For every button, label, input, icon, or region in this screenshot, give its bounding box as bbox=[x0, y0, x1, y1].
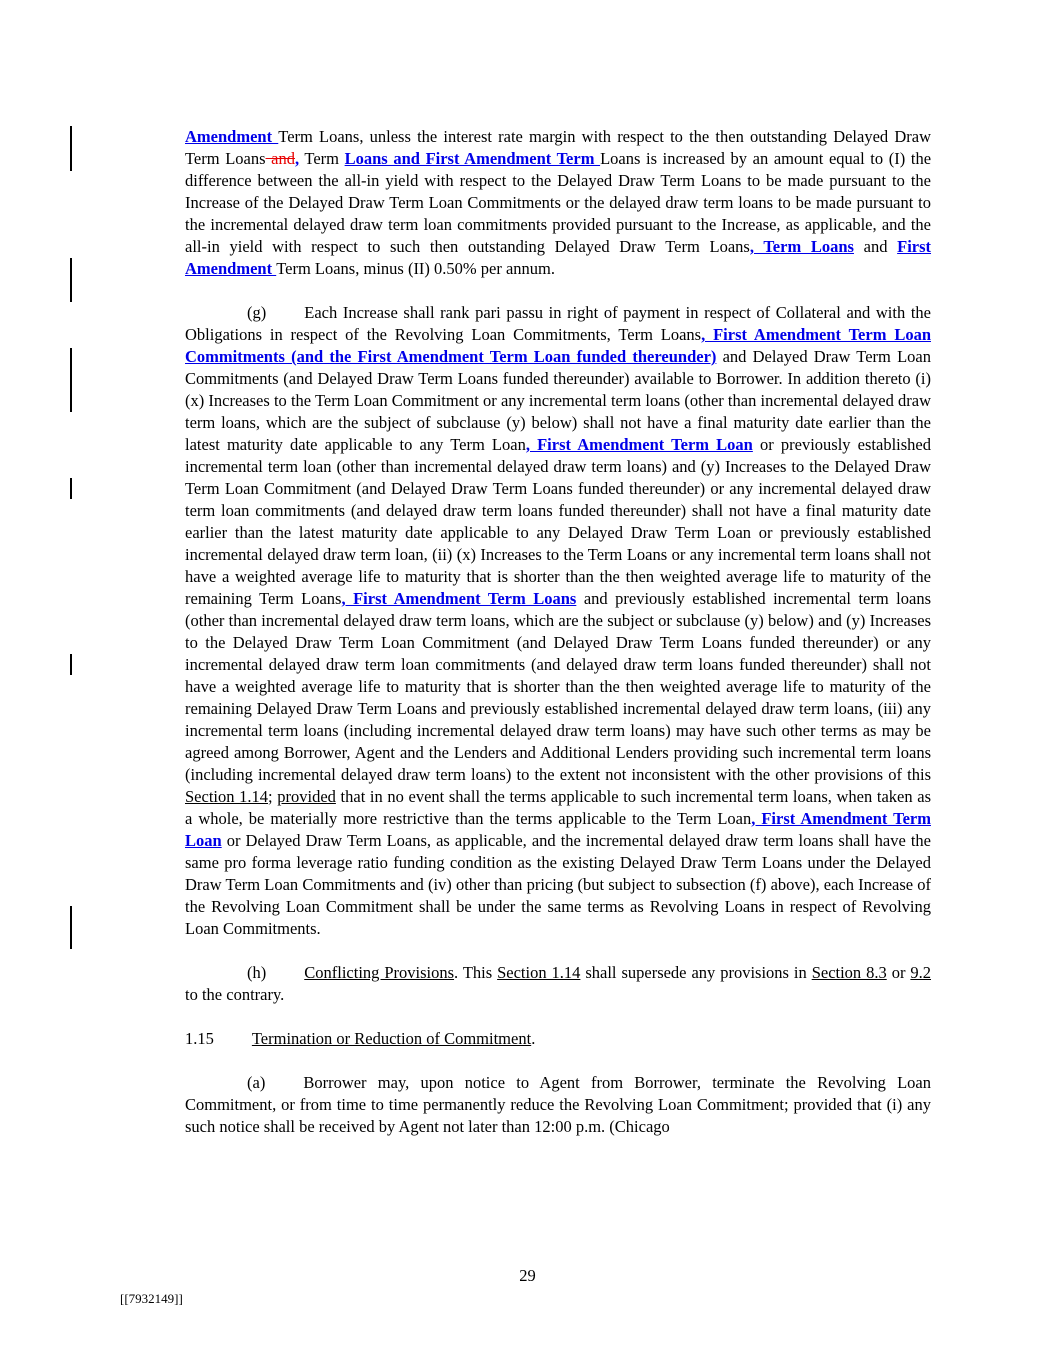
revision-bar bbox=[70, 906, 72, 949]
text-run: (a) bbox=[247, 1073, 266, 1092]
text-run: Loans is increased by an amount equal to (I) the difference between the all-in yield with respect to the Delayed Draw Term Loans to be made pursuant to the Increase of the Delayed Draw Term Loan Commitments or the delayed draw term loans to be made pursuant to the incremental delayed draw term loan commitments provided pursuant to the Increase, as applicable, and the all-in yield with respect to such then outstanding Delayed Draw Term Loans bbox=[185, 149, 932, 256]
text-run: (g) bbox=[247, 303, 267, 322]
text-run: . This bbox=[454, 963, 498, 982]
footer-document-id: [[7932149]] bbox=[120, 1291, 183, 1306]
paragraph-a bbox=[185, 1072, 931, 1138]
inserted-text: Loans and First Amendment Term bbox=[344, 149, 601, 168]
paragraph-h bbox=[185, 962, 931, 1006]
page-number: 29 bbox=[519, 1266, 536, 1285]
underlined-text: provided bbox=[277, 787, 336, 806]
revision-bar bbox=[70, 126, 72, 171]
text-run: and Delayed Draw Term Loan Commitments (and Delayed Draw Term Loans funded thereunder) available to Borrower. In addition thereto (i) (x) Increases to the Term Loan Commitment or any incremental term loans (other than incremental delayed draw term loans, which are the subject of subclause (y) below) shall not have a final maturity date earlier than the latest maturity date applicable to any Term Loan bbox=[185, 347, 931, 454]
underlined-text: Conflicting Provisions bbox=[304, 963, 455, 982]
document-body bbox=[185, 126, 931, 1138]
text-run: to the contrary. bbox=[185, 985, 285, 1004]
text-run: Borrower may, upon notice to Agent from Borrower, terminate the Revolving Loan Commitment, or from time to time permanently reduce the Revolving Loan Commitment; provided that (i) any such notice shall be received by Agent not later than 12:00 p.m. (Chicago bbox=[185, 1073, 931, 1136]
text-run: and previously established incremental term loans (other than incremental delayed draw term loans, which are the subject or subclause (y) below) and (y) Increases to the Delayed Draw Term Loan Commitment (and Delayed Draw Term Loans funded thereunder) or any incremental delayed draw term loan commitments (and delayed draw term loans funded thereunder) shall not have a weighted average life to maturity that is shorter than the then weighted average life to maturity of the remaining Delayed Draw Term Loans and previously established incremental delayed draw term loans, (iii) any incremental term loans (including incremental delayed draw term loans) may have such other terms as may be agreed among Borrower, Agent and the Lenders and Additional Lenders providing such incremental term loans (including incremental delayed draw term loans) to the extent not inconsistent with the other provisions of this bbox=[185, 589, 931, 784]
text-run: or bbox=[886, 963, 911, 982]
inserted-text: , First Amendment Term Loan bbox=[525, 435, 753, 454]
paragraph-g bbox=[185, 302, 931, 940]
inserted-text: , First Amendment Term Loan Commitments (and the First Amendment Term Loan funded thereunder) bbox=[185, 325, 931, 366]
text-run: 1.15 bbox=[185, 1029, 214, 1048]
inserted-text: , First Amendment Term Loans bbox=[341, 589, 577, 608]
revision-bar bbox=[70, 654, 72, 675]
text-run: Term Loans, unless the interest rate margin with respect to the then outstanding Delayed Draw Term Loans bbox=[185, 127, 931, 168]
underlined-text: 9.2 bbox=[910, 963, 931, 982]
text-run: . bbox=[531, 1029, 536, 1048]
underlined-text: Termination or Reduction of Commitment bbox=[251, 1029, 532, 1048]
underlined-text: Section 1.14 bbox=[185, 787, 269, 806]
deleted-text: and bbox=[265, 149, 295, 168]
inserted-text: First Amendment bbox=[185, 237, 932, 278]
text-run: Each Increase shall rank pari passu in right of payment in respect of Collateral and with the Obligations in respect of the Revolving Loan Commitments, Term Loans bbox=[185, 303, 931, 344]
section-heading-1-15 bbox=[185, 1028, 931, 1050]
inserted-text: Amendment bbox=[185, 127, 279, 146]
underlined-text: Section 1.14 bbox=[497, 963, 581, 982]
text-run: Term Loans, minus (II) 0.50% per annum. bbox=[276, 259, 556, 278]
underlined-text: Section 8.3 bbox=[811, 963, 887, 982]
text-run: ; bbox=[268, 787, 278, 806]
text-run: and bbox=[853, 237, 898, 256]
inserted-text: , First Amendment Term Loan bbox=[185, 809, 931, 850]
text-run: (h) bbox=[247, 963, 267, 982]
text-run: or Delayed Draw Term Loans, as applicable, and the incremental delayed draw term loans shall have the same pro forma leverage ratio funding condition as the existing Delayed Draw Term Loans under the Delayed Draw Term Loan Commitments and (iv) other than pricing (but subject to subsection (f) above), each Increase of the Revolving Loan Commitment shall be under the same terms as Revolving Loans in respect of Revolving Loan Commitments. bbox=[185, 831, 931, 938]
text-run: shall supersede any provisions in bbox=[580, 963, 812, 982]
revision-bar bbox=[70, 348, 72, 412]
revision-bar bbox=[70, 258, 72, 302]
inserted-text: , Term Loans bbox=[749, 237, 854, 256]
text-run: Term bbox=[299, 149, 345, 168]
text-run: or previously established incremental term loan (other than incremental delayed draw term loans) and (y) Increases to the Delayed Draw Term Loan Commitment (and Delayed Draw Term Loans funded thereunder) or any incremental delayed draw term loan commitments (and delayed draw term loans funded thereunder) shall not have a final maturity date earlier than the latest maturity date applicable to any Delayed Draw Term Loan or previously established incremental delayed draw term loan, (ii) (x) Increases to the Term Loans or any incremental term loans shall not have a weighted average life to maturity that is shorter than the then weighted average life to maturity of the remaining Term Loans bbox=[185, 435, 931, 608]
revision-bar bbox=[70, 478, 72, 499]
paragraph-amendment-yield bbox=[185, 126, 931, 280]
inserted-text: , bbox=[294, 149, 300, 168]
text-run: that in no event shall the terms applicable to such incremental term loans, when taken as a whole, be materially more restrictive than the terms applicable to the Term Loan bbox=[185, 787, 932, 828]
